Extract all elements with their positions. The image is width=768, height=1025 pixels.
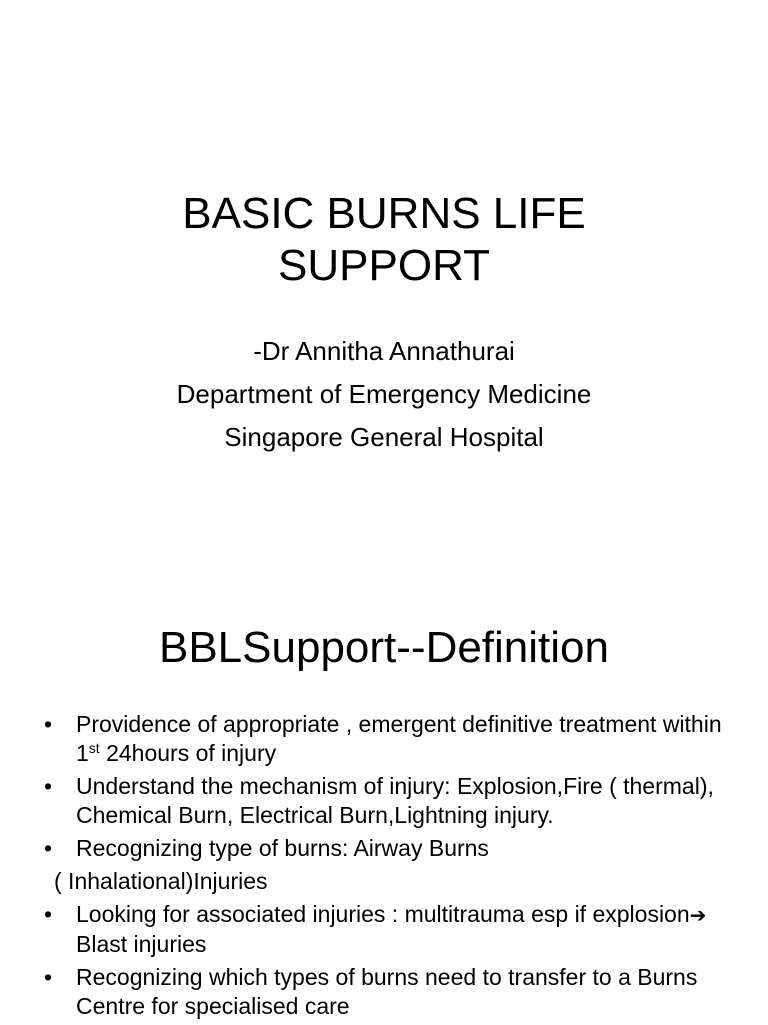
ordinal-superscript: st <box>88 740 100 756</box>
department-name: Department of Emergency Medicine <box>176 379 592 409</box>
bullet-text-continued: Blast injuries <box>76 931 207 957</box>
bullet-continuation <box>44 867 744 896</box>
slide-title: BBLSupport--Definition <box>158 623 609 672</box>
bullet-text: Recognizing which types of burns need to transfer to a Burns Centre for specialised care <box>76 964 698 1019</box>
definition-slide <box>0 576 768 1024</box>
bullet-icon: • <box>44 773 53 799</box>
right-arrow-icon: ➔ <box>689 903 707 927</box>
bullet-text: Recognizing type of burns: Airway Burns <box>76 835 489 861</box>
bullet-item <box>44 710 744 768</box>
slide-title-line-1: BASIC BURNS LIFE <box>182 189 586 238</box>
bullet-icon: • <box>44 835 53 861</box>
bullet-text: Understand the mechanism of injury: Explosion,Fire ( thermal), Chemical Burn, Electrical Burn,Lightning injury. <box>76 773 714 828</box>
bullet-text: Providence of appropriate , emergent definitive treatment within 1 <box>76 711 722 766</box>
bullet-text: ( Inhalational)Injuries <box>54 868 268 894</box>
bullet-item <box>44 963 744 1021</box>
bullet-list <box>44 710 744 1025</box>
bullet-icon: • <box>44 901 53 927</box>
author-name: -Dr Annitha Annathurai <box>253 336 515 366</box>
bullet-item <box>44 834 744 863</box>
bullet-icon: • <box>44 711 53 737</box>
bullet-item <box>44 900 744 959</box>
bullet-text-continued: 24hours of injury <box>99 740 277 766</box>
slide-subtitle <box>0 330 768 459</box>
bullet-item <box>44 772 744 830</box>
hospital-name: Singapore General Hospital <box>224 422 544 452</box>
bullet-icon: • <box>44 964 53 990</box>
bullet-text: Looking for associated injuries : multitrauma esp if explosion <box>76 901 690 927</box>
slide-title-line-2: SUPPORT <box>278 241 490 290</box>
slide-title <box>0 188 768 292</box>
